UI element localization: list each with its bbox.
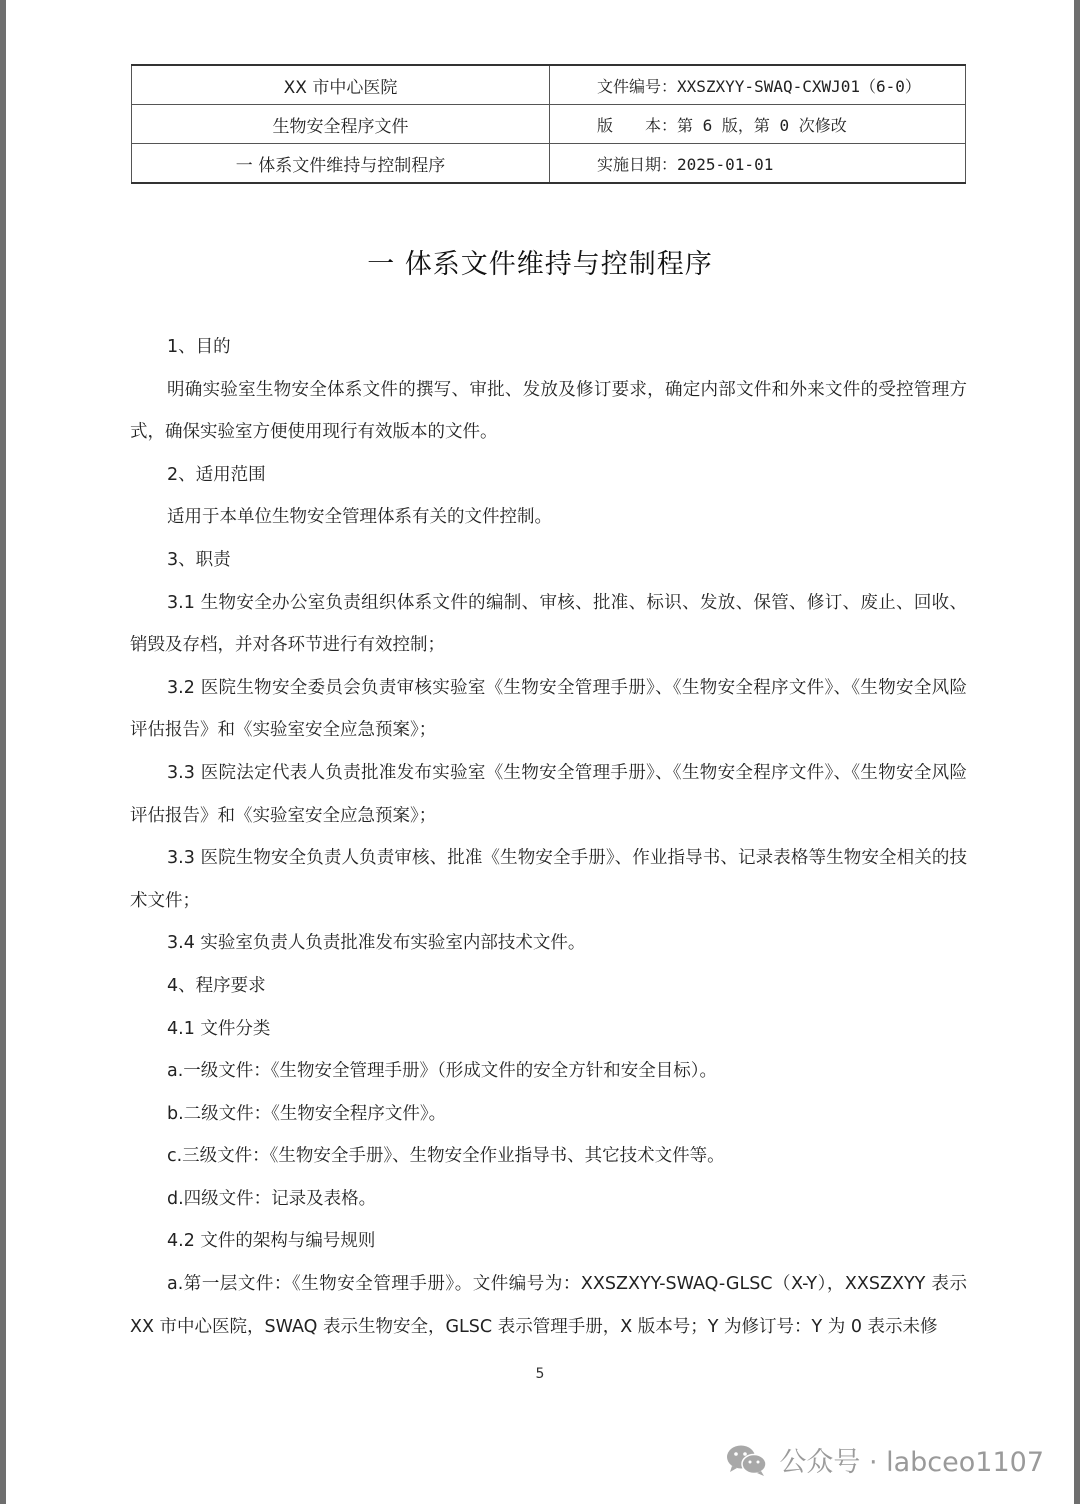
- list-item: b.二级文件：《生物安全程序文件》。: [167, 1103, 447, 1124]
- header-row: [132, 144, 966, 184]
- section-heading: 3、职责: [167, 549, 231, 570]
- document-body: [130, 326, 967, 1348]
- header-procedure-name: 一 体系文件维持与控制程序: [132, 144, 550, 184]
- paragraph: 适用于本单位生物安全管理体系有关的文件控制。: [167, 507, 552, 528]
- section-heading: 4、程序要求: [167, 975, 266, 996]
- page-number: 5: [535, 1366, 545, 1382]
- document-title: 一 体系文件维持与控制程序: [367, 249, 713, 280]
- header-doc-type: 生物安全程序文件: [132, 105, 550, 144]
- header-hospital: XX 市中心医院: [132, 65, 550, 105]
- list-item: a.一级文件：《生物安全管理手册》（形成文件的安全方针和安全目标）。: [167, 1061, 718, 1082]
- paragraph: 3.2 医院生物安全委员会负责审核实验室《生物安全管理手册》、《生物安全程序文件》、《生物安全风险评估报告》和《实验室安全应急预案》；: [130, 677, 967, 741]
- watermark-text: 公众号 · labceo1107: [779, 1447, 1044, 1478]
- section-heading: 2、适用范围: [167, 464, 266, 485]
- list-item: c.三级文件：《生物安全手册》、生物安全作业指导书、其它技术文件等。: [167, 1146, 725, 1167]
- paragraph: 明确实验室生物安全体系文件的撰写、审批、发放及修订要求，确定内部文件和外来文件的受控管理方式，确保实验室方便使用现行有效版本的文件。: [130, 379, 967, 443]
- list-item: d.四级文件：记录及表格。: [167, 1188, 377, 1209]
- header-version: 版 本：第 6 版，第 0 次修改: [550, 105, 966, 144]
- paragraph: 3.4 实验室负责人负责批准发布实验室内部技术文件。: [167, 933, 586, 954]
- header-effective-date: 实施日期：2025-01-01: [550, 144, 966, 184]
- document-page: [6, 0, 1074, 1504]
- subsection-heading: 4.2 文件的架构与编号规则: [167, 1231, 376, 1252]
- section-heading: 1、目的: [167, 337, 231, 357]
- document-header-table: [131, 64, 966, 184]
- wechat-icon: [725, 1443, 769, 1477]
- paragraph: 3.1 生物安全办公室负责组织体系文件的编制、审核、批准、标识、发放、保管、修订、废止、回收、销毁及存档，并对各环节进行有效控制；: [130, 592, 967, 656]
- list-item: a.第一层文件：《生物安全管理手册》。文件编号为：XXSZXYY-SWAQ-GLSC（X-Y），XXSZXYY 表示 XX 市中心医院，SWAQ 表示生物安全，GLSC 表示管理手册，X 版本号；Y 为修订号：Y 为 0 表示未修: [130, 1274, 967, 1337]
- subsection-heading: 4.1 文件分类: [167, 1018, 271, 1039]
- paragraph: 3.3 医院法定代表人负责批准发布实验室《生物安全管理手册》、《生物安全程序文件》、《生物安全风险评估报告》和《实验室安全应急预案》；: [130, 762, 967, 826]
- watermark: [725, 1440, 1044, 1479]
- header-row: [132, 65, 966, 105]
- header-file-number: 文件编号：XXSZXYY-SWAQ-CXWJ01（6-0）: [550, 65, 966, 105]
- header-row: [132, 105, 966, 144]
- paragraph: 3.3 医院生物安全负责人负责审核、批准《生物安全手册》、作业指导书、记录表格等生物安全相关的技术文件；: [130, 848, 967, 911]
